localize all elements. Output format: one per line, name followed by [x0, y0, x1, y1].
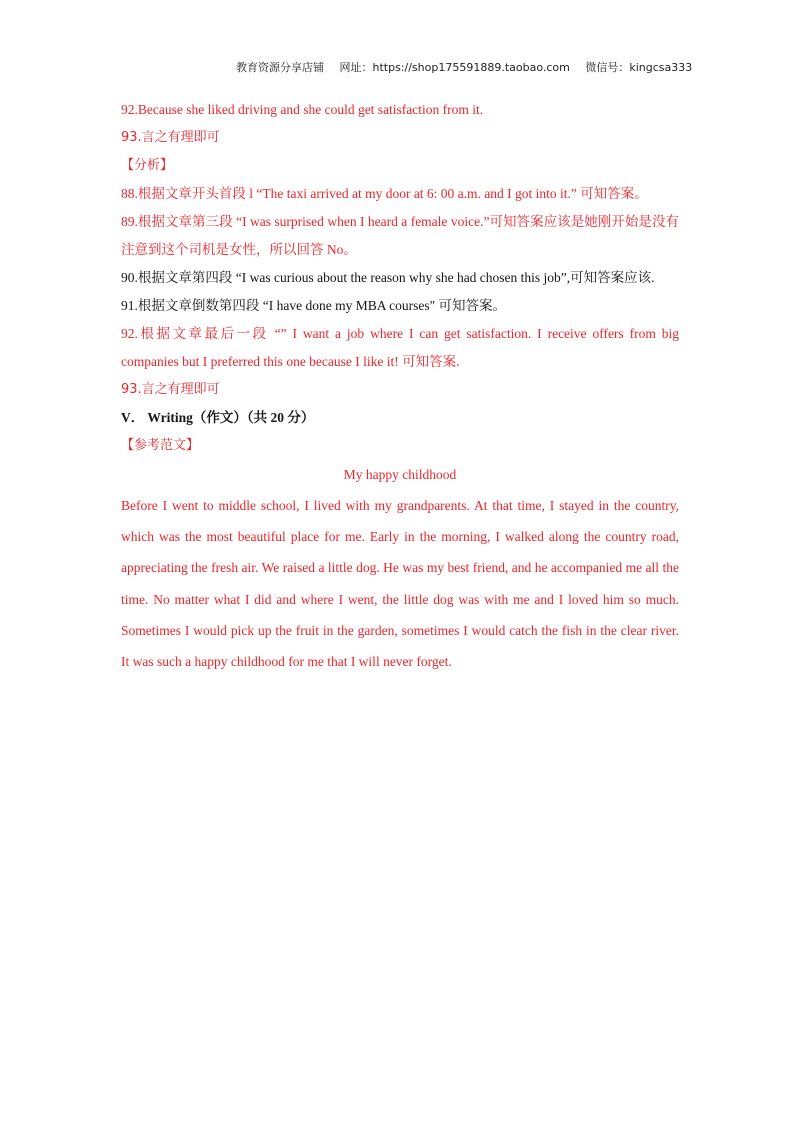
answer-93: 93.言之有理即可 — [121, 130, 220, 145]
document-body — [121, 96, 679, 677]
shop-name: 教育资源分享店铺 — [236, 61, 324, 74]
analysis-item-91: 91.根据文章倒数第四段 “I have done my MBA courses" 可知答案。 — [121, 298, 506, 313]
wechat-group — [585, 61, 692, 74]
analysis-item-90: 90.根据文章第四段 “I was curious about the reason why she had chosen this job”,可知答案应该. — [121, 270, 655, 285]
wechat-label: 微信号： — [585, 61, 630, 74]
analysis-heading: 【分析】 — [121, 158, 174, 173]
essay-title: My happy childhood — [343, 467, 457, 482]
analysis-item-88: 88.根据文章开头首段 l “The taxi arrived at my door at 6: 00 a.m. and I got into it.” 可知答案。 — [121, 186, 648, 201]
url-label: 网址： — [339, 61, 373, 74]
url-group — [340, 61, 570, 74]
wechat-id: kingcsa333 — [629, 61, 693, 74]
answer-92: 92.Because she liked driving and she could get satisfaction from it. — [121, 102, 484, 117]
writing-heading: V． Writing（作文）（共 20 分） — [121, 410, 315, 425]
essay-body: Before I went to middle school, I lived with my grandparents. At that time, I stayed in the country, which was the most beautiful place for me. Early in the morning, I walked along the country road, appreciating the fresh air. We raised a little dog. He was my best friend, and he accompanied me all the time. No matter what I did and where I went, the little dog was with me and I loved him so much. Sometimes I would pick up the fruit in the garden, sometimes I would catch the fish in the clear river. It was such a happy childhood for me that I will never forget. — [121, 498, 679, 670]
shop-url[interactable]: https://shop175591889.taobao.com — [372, 61, 570, 74]
analysis-item-89: 89.根据文章第三段 “I was surprised when I heard a female voice.”可知答案应该是她刚开始是没有注意到这个司机是女性，所以回答 No。 — [121, 214, 679, 257]
analysis-item-93: 93.言之有理即可 — [121, 382, 220, 397]
sample-essay-label: 【参考范文】 — [121, 438, 200, 453]
analysis-item-92: 92.根据文章最后一段 “” I want a job where I can get satisfaction. I receive offers from big companies but I preferred this one because I like it! 可知答案. — [121, 326, 679, 369]
page-header — [236, 59, 696, 75]
